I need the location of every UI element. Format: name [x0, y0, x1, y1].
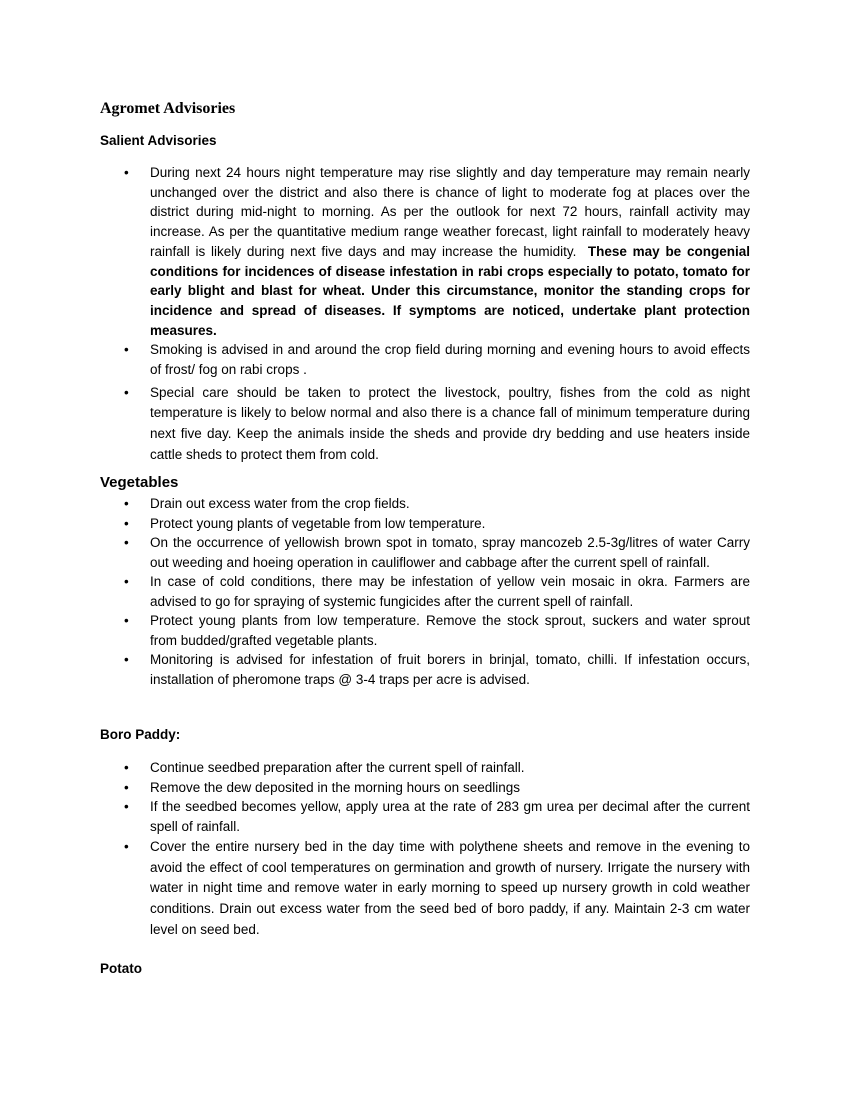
salient-advisories-list — [100, 163, 750, 466]
boro-paddy-list — [100, 758, 750, 941]
list-item: • Special care should be taken to protect the livestock, poultry, fishes from the cold as night temperature is likely to below normal and also there is a chance fall of minimum temperature during next five day. Keep the animals inside the sheds and provide dry bedding and use heaters inside cattle sheds to protect them from cold. — [100, 383, 750, 466]
salient-item-1-bold: These may be congenial conditions for incidences of disease infestation in rabi crops especially to potato, tomato for early blight and blast for wheat. Under this circumstance, monitor the standing crops for incidence and spread of diseases. If symptoms are noticed, undertake plant protection measures. — [150, 243, 750, 338]
list-item: • Monitoring is advised for infestation of fruit borers in brinjal, tomato, chilli. If infestation occurs, installation of pheromone traps @ 3-4 traps per acre is advised. — [100, 650, 750, 689]
list-item — [100, 163, 750, 340]
salient-advisories-heading: Salient Advisories — [100, 133, 217, 148]
list-item: • Smoking is advised in and around the crop field during morning and evening hours to avoid effects of frost/ fog on rabi crops . — [100, 340, 750, 379]
boro-paddy-heading: Boro Paddy: — [100, 727, 181, 742]
list-item: • If the seedbed becomes yellow, apply urea at the rate of 283 gm urea per decimal after the current spell of rainfall. — [100, 797, 750, 836]
list-item: • Cover the entire nursery bed in the day time with polythene sheets and remove in the evening to avoid the effect of cool temperatures on germination and growth of nursery. Irrigate the nursery with water in night time and remove water in early morning to speed up nursery growth in cold weather conditions. Drain out excess water from the seed bed of boro paddy, if any. Maintain 2-3 cm water level on seed bed. — [100, 837, 750, 941]
vegetables-list — [100, 494, 750, 689]
list-item: • Continue seedbed preparation after the current spell of rainfall. — [100, 758, 750, 778]
vegetables-heading: Vegetables — [100, 474, 179, 491]
list-item: • Drain out excess water from the crop fields. — [100, 494, 750, 514]
potato-heading: Potato — [100, 961, 142, 976]
salient-item-1-text: During next 24 hours night temperature may rise slightly and day temperature may remain nearly unchanged over the district and also there is chance of light to moderate fog at places over the district during mid-night to morning. As per the outlook for next 72 hours, rainfall activity may increase. As per the quantitative medium range weather forecast, light rainfall to moderately heavy rainfall is likely during next five days and may increase the humidity. — [150, 165, 750, 259]
page-title: Agromet Advisories — [100, 100, 236, 117]
list-item: • Protect young plants of vegetable from low temperature. — [100, 514, 750, 534]
list-item: • In case of cold conditions, there may be infestation of yellow vein mosaic in okra. Farmers are advised to go for spraying of systemic fungicides after the current spell of rainfall. — [100, 572, 750, 611]
list-item: • Remove the dew deposited in the morning hours on seedlings — [100, 778, 750, 798]
list-item: • Protect young plants from low temperature. Remove the stock sprout, suckers and water sprout from budded/grafted vegetable plants. — [100, 611, 750, 650]
list-item: • On the occurrence of yellowish brown spot in tomato, spray mancozeb 2.5-3g/litres of water Carry out weeding and hoeing operation in cauliflower and cabbage after the current spell of rainfall. — [100, 533, 750, 572]
